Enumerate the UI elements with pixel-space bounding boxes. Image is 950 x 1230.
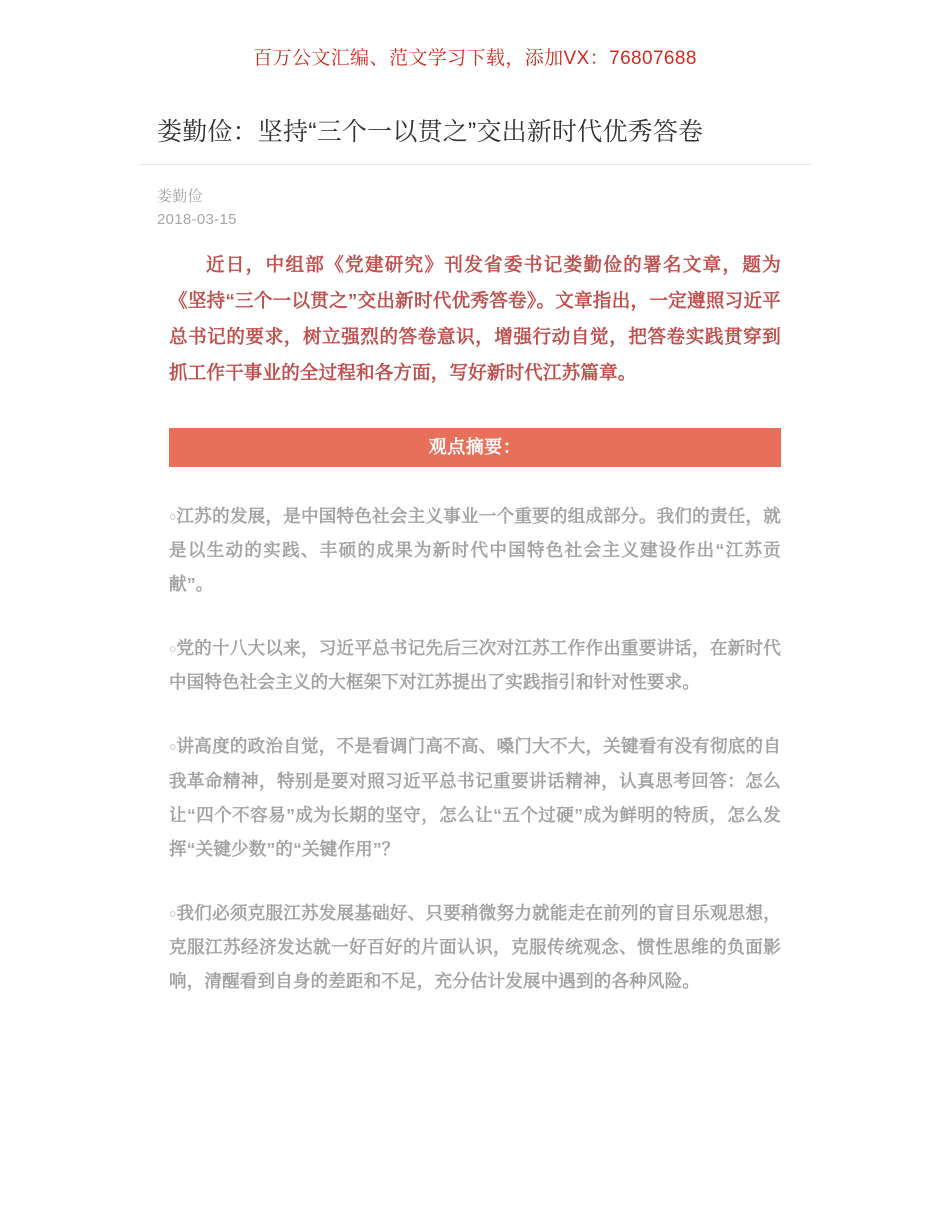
article-meta: [139, 165, 811, 232]
article-body: [169, 247, 781, 998]
bullet-circle-icon: ○: [169, 641, 177, 656]
bullet-circle-icon: ○: [169, 906, 177, 921]
bullet-circle-icon: ○: [169, 509, 177, 524]
list-item-text: 我们必须克服江苏发展基础好、只要稍微努力就能走在前列的盲目乐观思想，克服江苏经济发达就一好百好的片面认识，克服传统观念、惯性思维的负面影响，清醒看到自身的差距和不足，充分估计发展中遇到的各种风险。: [169, 902, 781, 992]
promo-banner-text: 百万公文汇编、范文学习下载，添加VX：76807688: [253, 48, 697, 69]
section-banner-viewpoint-summary: 观点摘要：: [169, 428, 781, 467]
list-item: [169, 499, 781, 601]
lead-paragraph: 近日，中组部《党建研究》刊发省委书记娄勤俭的署名文章，题为《坚持“三个一以贯之”交出新时代优秀答卷》。文章指出，一定遵照习近平总书记的要求，树立强烈的答卷意识，增强行动自觉，把答卷实践贯穿到抓工作干事业的全过程和各方面，写好新时代江苏篇章。: [169, 254, 781, 384]
author-name: 娄勤俭: [157, 187, 203, 205]
bullet-circle-icon: ○: [169, 740, 177, 755]
list-item: [169, 896, 781, 998]
title-section: [139, 71, 811, 164]
list-item: [169, 631, 781, 699]
publish-date: 2018-03-15: [157, 211, 237, 229]
list-item-text: 讲高度的政治自觉，不是看调门高不高、嗓门大不大，关键看有没有彻底的自我革命精神，特别是要对照习近平总书记重要讲话精神，认真思考回答：怎么让“四个不容易”成为长期的坚守，怎么让“五个过硬”成为鲜明的特质，怎么发挥“关键少数”的“关键作用”？: [169, 736, 781, 859]
list-item: [169, 729, 781, 866]
list-item-text: 江苏的发展，是中国特色社会主义事业一个重要的组成部分。我们的责任，就是以生动的实践、丰硕的成果为新时代中国特色社会主义建设作出“江苏贡献”。: [169, 505, 781, 595]
viewpoint-list: [169, 499, 781, 999]
page-title: 娄勤俭：坚持“三个一以贯之”交出新时代优秀答卷: [157, 117, 704, 146]
list-item-text: 党的十八大以来，习近平总书记先后三次对江苏工作作出重要讲话，在新时代中国特色社会主义的大框架下对江苏提出了实践指引和针对性要求。: [169, 638, 781, 693]
